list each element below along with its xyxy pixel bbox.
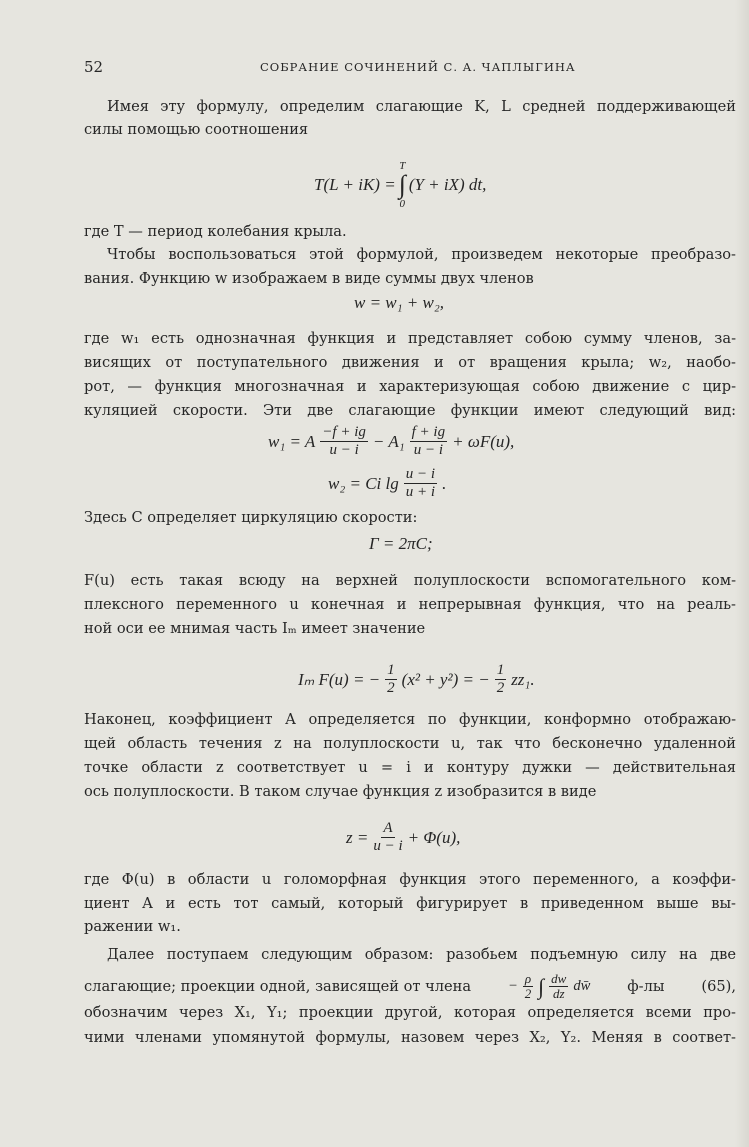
formula-w1 (268, 424, 514, 459)
text-line: силы помощью соотношения (84, 121, 309, 138)
formula-lift-integral (314, 160, 486, 210)
numerator: dw (551, 971, 567, 986)
text-line: куляцией скорости. Эти две слагающие функции имеют следующий вид: (84, 402, 736, 419)
text-line: Здесь C определяет циркуляцию скорости: (84, 509, 418, 526)
text-line: ной оси ее мнимая часть Iₘ имеет значение (84, 620, 426, 637)
inline-formula (508, 972, 590, 1001)
text-line: где Φ(u) в области u голоморфная функция этого переменного, а коэффи- (84, 871, 736, 888)
integral-lower: 0 (399, 198, 405, 210)
integral-sign: ∫ (538, 973, 545, 999)
formula-rhs: zz₁. (511, 669, 535, 689)
text-line: где w₁ есть однозначная функция и представляет собою сумму членов, за- (84, 330, 736, 347)
formula-lhs: w₂ = Ci lg (328, 473, 399, 493)
numerator: 1 (387, 662, 395, 678)
formula-w-sum (354, 293, 444, 313)
formula-rhs: + Φ(u), (407, 827, 461, 847)
formula-z (346, 820, 460, 855)
formula-text: w = w₁ + w₂, (354, 293, 445, 312)
text-line: F(u) есть такая всюду на верхней полуплоскости вспомогательного ком- (84, 572, 736, 589)
page-edge-shadow (735, 0, 749, 1147)
text-line: щей область течения z на полуплоскости u, так что бесконечно удаленной (84, 735, 736, 752)
text-line: Наконец, коэффициент A определяется по функции, конформно отображаю- (84, 711, 736, 728)
formula-circulation (369, 534, 433, 554)
numerator: A (383, 820, 393, 836)
denominator: 2 (524, 986, 532, 1001)
fraction (410, 424, 447, 459)
text-line: ражении w₁. (84, 918, 181, 935)
text-segment: слагающие; проекции одной, зависящей от члена (84, 978, 472, 995)
formula-imaginary-part (298, 662, 535, 697)
formula-w2 (328, 466, 446, 501)
denominator: u − i (413, 442, 443, 458)
denominator: dz (552, 986, 565, 1001)
text-line: циент A и есть тот самый, который фигурирует в приведенном выше вы- (84, 895, 736, 912)
integral (399, 160, 406, 210)
text-line: рот, — функция многозначная и характеризующая собою движение с цир- (84, 378, 736, 395)
formula-rhs: + ωF(u), (452, 431, 515, 451)
text-line: висящих от поступательного движения и от вращения крыла; w₂, наобо- (84, 354, 736, 371)
formula-lhs: w₁ = A (268, 431, 316, 451)
fraction (495, 662, 507, 697)
text-line: где T — период колебания крыла. (84, 223, 347, 240)
integral-sign: ∫ (398, 170, 406, 199)
numerator: u − i (405, 466, 436, 482)
numerator: 1 (496, 662, 505, 678)
text-line: Имея эту формулу, определим слагающие K, L средней поддерживающей (107, 98, 736, 115)
formula-mid: (x² + y²) = − (401, 669, 490, 689)
formula-rhs: (Y + iX) dt, (408, 175, 487, 194)
equation-reference: (65), (701, 978, 736, 995)
text-line: вания. Функцию w изображаем в виде суммы двух членов (84, 270, 534, 287)
minus-sign: − (508, 978, 518, 994)
denominator: u − i (373, 838, 403, 854)
text-line: плексного переменного u конечная и непрерывная функция, что на реаль- (84, 596, 736, 613)
fraction (385, 662, 397, 697)
formula-lhs: z = (346, 827, 369, 847)
fraction (320, 424, 368, 459)
fraction (549, 972, 568, 1001)
running-title: СОБРАНИЕ СОЧИНЕНИЙ С. А. ЧАПЛЫГИНА (260, 60, 576, 74)
formula-mid: − A₁ (372, 431, 405, 451)
text-line: Чтобы воспользоваться этой формулой, произведем некоторые преобразо- (107, 246, 736, 263)
text-line-with-formula (84, 972, 736, 1001)
formula-rhs: . (442, 473, 447, 493)
integral-upper: T (399, 160, 406, 172)
text-line: Далее поступаем следующим образом: разобьем подъемную силу на две (107, 946, 736, 963)
formula-lhs: Iₘ F(u) = − (298, 669, 381, 689)
formula-text: Γ = 2πC; (369, 534, 433, 553)
numerator: f + ig (411, 424, 446, 440)
text-line: чими членами упомянутой формулы, назовем через X₂, Y₂. Меняя в соответ- (84, 1029, 736, 1046)
page-number: 52 (84, 58, 104, 76)
text-line: обозначим через X₁, Y₁; проекции другой, которая определяется всеми про- (84, 1004, 736, 1021)
text-line: точке области z соответствует u = i и контуру дужки — действительная (84, 759, 736, 776)
denominator: 2 (387, 680, 395, 696)
denominator: 2 (496, 680, 505, 696)
denominator: u + i (405, 484, 436, 500)
text-line: ось полуплоскости. В таком случае функция z изобразится в виде (84, 783, 597, 800)
denominator: u − i (329, 442, 359, 458)
differential: dw̄ (573, 978, 591, 994)
fraction (404, 466, 437, 501)
fraction (523, 972, 533, 1001)
formula-lhs: T(L + iK) = (314, 175, 396, 194)
text-segment: ф-лы (627, 978, 665, 995)
numerator: −f + ig (322, 424, 366, 440)
fraction (373, 820, 402, 855)
numerator: ρ (524, 971, 532, 986)
